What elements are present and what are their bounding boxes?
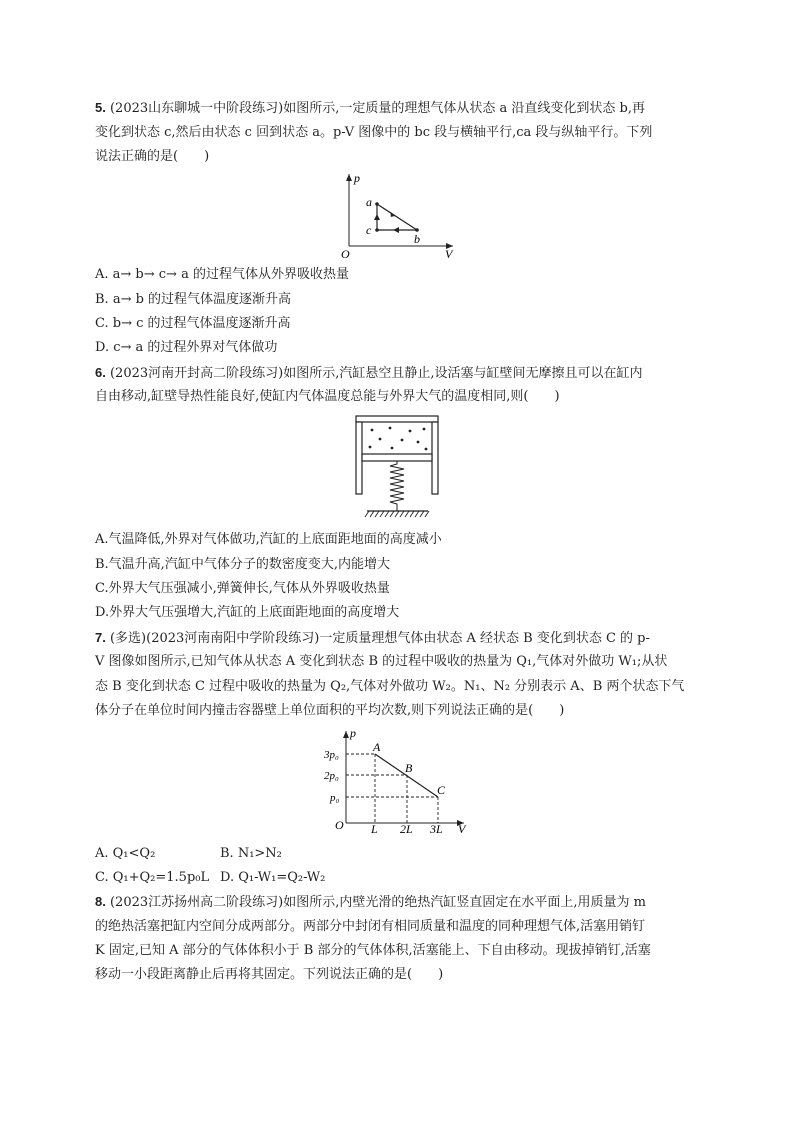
q7-line-1 — [95, 630, 650, 647]
q5-arrow-ca — [374, 214, 380, 220]
q7-tick-L: L — [371, 822, 378, 836]
q7-option-b: B. N₁>N₂ — [220, 846, 282, 861]
q7-label-v: V — [458, 822, 466, 836]
q5-label-b: b — [414, 232, 420, 246]
q6-text-1: (2023河南开封高二阶段练习)如图所示,汽缸悬空且静止,设活塞与缸壁间无摩擦且可以在缸内 — [109, 366, 643, 381]
q8-text-1: (2023江苏扬州高二阶段练习)如图所示,内壁光滑的绝热汽缸竖直固定在水平面上,用质量为 m — [109, 895, 646, 910]
q5-option-c: C. b→ c 的过程气体温度逐渐升高 — [95, 316, 291, 331]
q6-spring — [390, 461, 404, 511]
q7-line-2: V 图像如图所示,已知气体从状态 A 变化到状态 B 的过程中吸收的热量为 Q₁,气体对外做功 W₁;从状 — [95, 654, 668, 669]
q6-option-a: A.气温降低,外界对气体做功,汽缸的上底面距地面的高度减小 — [95, 532, 442, 547]
q5-label-v: V — [445, 247, 453, 260]
q8-line-4: 移动一小段距离静止后再将其固定。下列说法正确的是( ) — [95, 967, 444, 982]
q7-dashed-guides — [346, 754, 438, 823]
q5-option-a: A. a→ b→ c→ a 的过程气体从外界吸收热量 — [95, 267, 349, 282]
q7-line-4: 体分子在单位时间内撞击容器壁上单位面积的平均次数,则下列说法正确的是( ) — [95, 703, 565, 718]
q7-label-c: C — [437, 783, 446, 797]
q5-label-c: c — [366, 223, 372, 237]
q5-text-1: (2023山东聊城一中阶段练习)如图所示,一定质量的理想气体从状态 a 沿直线变化到状态 b,再 — [109, 101, 645, 116]
q5-label-p: p — [354, 171, 360, 185]
q7-tick-2L: 2L — [400, 822, 413, 836]
q5-option-d: D. c→ a 的过程外界对气体做功 — [95, 340, 278, 355]
q8-line-3: K 固定,已知 A 部分的气体体积小于 B 部分的气体体积,活塞能上、下自由移动。现拔掉销钉,活塞 — [95, 943, 651, 958]
q8-line-2: 的绝热活塞把缸内空间分成两部分。两部分中封闭有相同质量和温度的同种理想气体,活塞用销钉 — [95, 919, 646, 934]
q7-tick-3p0: 3p₀ — [324, 749, 339, 761]
q6-number: 6. — [95, 365, 106, 380]
q5-arrow-bc — [393, 227, 399, 233]
q7-label-o: O — [335, 818, 344, 832]
q8-number: 8. — [95, 894, 106, 909]
q7-tick-2p0: 2p₀ — [324, 770, 339, 782]
q7-label-a: A — [373, 740, 381, 754]
q7-pv-graph — [320, 725, 470, 837]
q7-option-a: A. Q₁<Q₂ — [95, 846, 156, 861]
q5-option-b: B. a→ b 的过程气体温度逐渐升高 — [95, 292, 292, 307]
q7-line-3: 态 B 变化到状态 C 过程中吸收的热量为 Q₂,气体对外做功 W₂。N₁、N₂ 分别表示 A、B 两个状态下气 — [95, 679, 685, 694]
q5-number: 5. — [95, 100, 106, 115]
q6-cylinder-figure — [350, 412, 446, 524]
q5-label-a: a — [366, 195, 372, 209]
q7-text-1: (多选)(2023河南南阳中学阶段练习)一定质量理想气体由状态 A 经状态 B 变化到状态 C 的 p- — [109, 631, 650, 646]
q7-label-p: p — [350, 726, 356, 740]
q6-gas-molecules — [369, 427, 428, 451]
q5-pv-graph — [335, 168, 465, 260]
q5-segment-ab — [377, 204, 417, 230]
q6-piston — [362, 454, 432, 461]
q7-option-d: D. Q₁-W₁=Q₂-W₂ — [220, 870, 326, 885]
q5-line-1 — [95, 100, 645, 117]
q7-number: 7. — [95, 630, 106, 645]
q5-line-2: 变化到状态 c,然后由状态 c 回到状态 a。p-V 图像中的 bc 段与横轴平行,ca 段与纵轴平行。下列 — [95, 125, 653, 140]
q7-option-c: C. Q₁+Q₂=1.5p₀L — [95, 870, 210, 885]
q5-label-o: O — [341, 247, 350, 260]
q8-line-1 — [95, 894, 646, 911]
q6-line-2: 自由移动,缸壁导热性能良好,使缸内气体温度总能与外界大气的温度相同,则( ) — [95, 389, 560, 404]
q6-option-b: B.气温升高,汽缸中气体分子的数密度变大,内能增大 — [95, 557, 390, 572]
q6-line-1 — [95, 365, 642, 382]
q6-option-c: C.外界大气压强减小,弹簧伸长,气体从外界吸收热量 — [95, 581, 390, 596]
q6-option-d: D.外界大气压强增大,汽缸的上底面距地面的高度增大 — [95, 605, 400, 620]
q5-line-3: 说法正确的是( ) — [95, 149, 210, 164]
q7-tick-p0: p₀ — [330, 792, 340, 804]
q7-tick-3L: 3L — [430, 822, 443, 836]
q7-label-b: B — [405, 761, 413, 775]
